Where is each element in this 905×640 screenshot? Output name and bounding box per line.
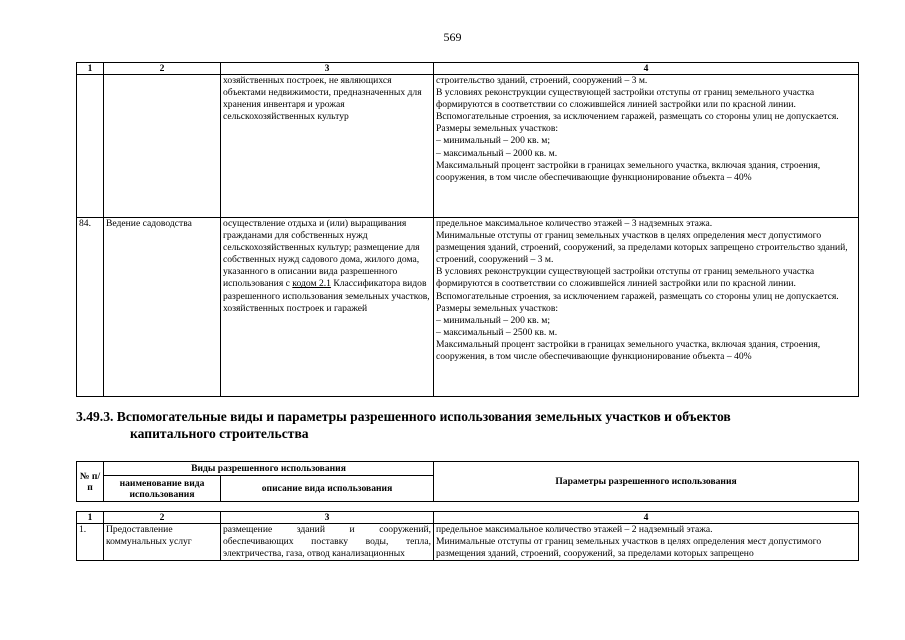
param-line: – минимальный – 200 кв. м;: [436, 135, 551, 147]
header-col-3: 3: [221, 63, 434, 75]
row-number: [77, 75, 104, 218]
param-line: – минимальный – 200 кв. м;: [436, 314, 551, 326]
use-description: [221, 218, 434, 397]
section-number: 3.49.3.: [76, 409, 114, 424]
col-params-header: Параметры разрешенного использования: [434, 462, 859, 502]
param-line: Вспомогательные строения, за исключением гаражей, размещать со стороны улиц не допускается.: [436, 111, 839, 123]
use-description: хозяйственных построек, не являющихся объектами недвижимости, предназначенных для хранения инвентаря и урожая сельскохозяйственных культур: [221, 75, 434, 218]
param-line: В условиях реконструкции существующей застройки отступы от границ земельного участка формируются в соответствии со сложившейся линией застройки или по красной линии.: [436, 266, 815, 290]
param-line: Минимальные отступы от границ земельных участков в целях определения мест допустимого размещения зданий, строений, сооружений, за пределами которых запрещено: [436, 536, 822, 560]
section-title-line2: капитального строительства: [130, 426, 309, 441]
param-line: Максимальный процент застройки в границах земельного участка, включая здания, строения, сооружения, в том числе обеспечивающие функционирование объекта – 40%: [436, 338, 821, 363]
header-col-2: 2: [104, 63, 221, 75]
section-heading: [76, 408, 859, 442]
header-col-4: 4: [434, 63, 859, 75]
desc-text: Классификатора видов разрешенного использования земельных участков, хозяйственных построек и гаражей: [223, 278, 430, 314]
row-number: 1.: [77, 524, 104, 561]
param-line: – максимальный – 2000 кв. м.: [436, 147, 558, 159]
col-name-header: наименование вида использования: [104, 476, 221, 502]
header-col-1: 1: [77, 63, 104, 75]
use-description: размещение зданий и сооружений, обеспечивающих поставку воды, тепла, электричества, газа, отвод канализационных: [221, 524, 434, 561]
param-line: – максимальный – 2500 кв. м.: [436, 326, 558, 338]
header-col-1: 1: [77, 512, 104, 524]
table-header-row: [77, 512, 859, 524]
table-row-84: [77, 218, 859, 397]
param-line: В условиях реконструкции существующей застройки отступы от границ земельного участка формируются в соответствии со сложившейся линией застройки или по красной линии.: [436, 87, 815, 111]
header-col-3: 3: [221, 512, 434, 524]
group-header: Виды разрешенного использования: [104, 462, 434, 476]
col-number-header: № п/п: [77, 462, 104, 502]
use-name: Ведение садоводства: [104, 218, 221, 397]
param-line: Вспомогательные строения, за исключением гаражей, размещать со стороны улиц не допускается.: [436, 290, 839, 302]
section-title-line1: Вспомогательные виды и параметры разрешенного использования земельных участков и объектов: [116, 409, 731, 424]
auxiliary-uses-table: [76, 511, 859, 561]
page-number: 569: [443, 30, 462, 44]
param-line: Размеры земельных участков:: [436, 123, 559, 135]
use-parameters: [434, 218, 859, 397]
param-line: Размеры земельных участков:: [436, 302, 559, 314]
param-line: строительство зданий, строений, сооружений – 3 м.: [436, 75, 648, 86]
param-line: предельное максимальное количество этажей – 2 надземный этажа.: [436, 524, 713, 535]
desc-text: осуществление отдыха и (или) выращивания гражданами для собственных нужд сельскохозяйственных культур; размещение для собственных нужд садового дома, жилого дома, указанного в описании вида разрешенного использования с: [223, 218, 420, 290]
header-col-2: 2: [104, 512, 221, 524]
auxiliary-uses-table-header: [76, 461, 859, 502]
zoning-table-main-continued: [76, 62, 859, 397]
col-desc-header: описание вида использования: [221, 476, 434, 502]
use-name: Предоставление коммунальных услуг: [104, 524, 221, 561]
header-col-4: 4: [434, 512, 859, 524]
row-number: 84.: [77, 218, 104, 397]
table-row-continued: [77, 75, 859, 218]
param-line: предельное максимальное количество этажей – 3 надземных этажа.: [436, 218, 713, 229]
table-row-1: [77, 524, 859, 561]
use-name: [104, 75, 221, 218]
use-parameters: [434, 75, 859, 218]
code-link[interactable]: кодом 2.1: [292, 278, 331, 290]
param-line: Максимальный процент застройки в границах земельного участка, включая здания, строения, сооружения, в том числе обеспечивающие функционирование объекта – 40%: [436, 159, 821, 183]
param-line: Минимальные отступы от границ земельных участков в целях определения мест допустимого размещения зданий, строений, сооружений, за пределами которых запрещено строительство зданий, строений, сооружений – 3 м.: [436, 230, 848, 266]
use-parameters: [434, 524, 859, 561]
table-header-row: [77, 63, 859, 75]
